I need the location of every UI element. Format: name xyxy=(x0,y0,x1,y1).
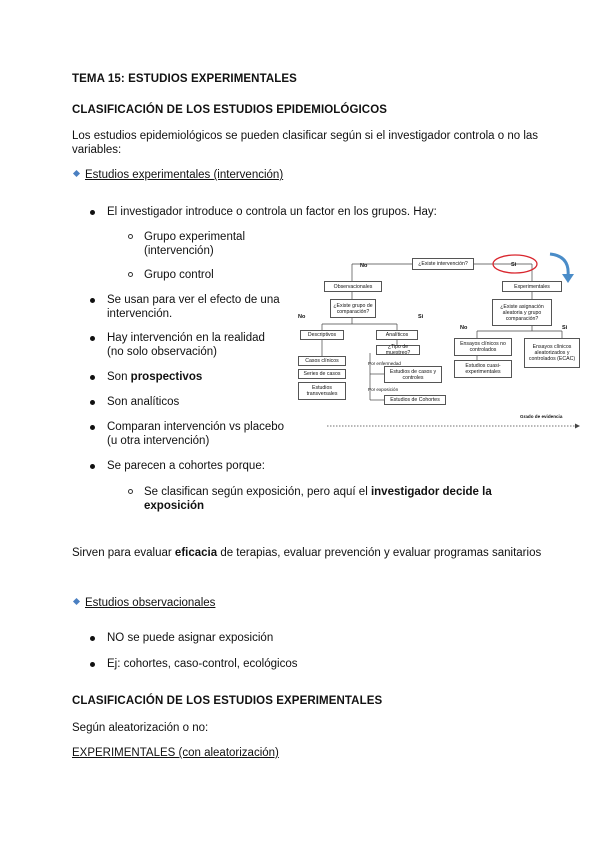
label-si: Si xyxy=(418,314,424,320)
bullet-circle-icon xyxy=(128,272,133,277)
node-transversales: Estudios transversales xyxy=(298,382,346,400)
bullet-dot-icon xyxy=(90,662,95,667)
node-existe-grupo: ¿Existe grupo de comparación? xyxy=(330,299,376,318)
list-item xyxy=(107,331,265,359)
sirven-paragraph xyxy=(72,546,562,560)
curved-arrowhead-icon xyxy=(562,274,574,283)
item-text: Se clasifican según exposición, pero aquí el xyxy=(144,486,371,498)
sub-list-item xyxy=(144,230,245,258)
study-classification-diagram xyxy=(292,244,582,430)
label-grado-evidencia: Grado de evidencia xyxy=(520,414,563,419)
item-line: intervención. xyxy=(107,308,173,320)
item-text: Son xyxy=(107,371,131,383)
experimentales-aleatorizacion-heading: EXPERIMENTALES (con aleatorización) xyxy=(72,747,279,759)
bullet-dot-icon xyxy=(90,375,95,380)
node-existe-intervencion: ¿Existe intervención? xyxy=(412,258,474,270)
node-series-casos: Series de casos xyxy=(298,369,346,379)
node-descriptivos: Descriptivos xyxy=(300,330,344,340)
node-cuasi-experimentales: Estudios cuasi-experimentales xyxy=(454,360,512,378)
node-tipo-muestreo: ¿Tipo de muestreo? xyxy=(376,345,420,355)
node-analiticos: Analíticos xyxy=(376,330,418,340)
observacionales-link[interactable] xyxy=(74,596,215,610)
section-heading-experimentales: CLASIFICACIÓN DE LOS ESTUDIOS EXPERIMENTALES xyxy=(72,695,383,707)
item-bold-text: investigador decide la xyxy=(370,486,492,498)
diamond-bullet-icon xyxy=(73,170,80,177)
sub-list-item: Grupo control xyxy=(144,269,214,281)
bullet-dot-icon xyxy=(90,636,95,641)
node-casos-clinicos: Casos clínicos xyxy=(298,356,346,366)
node-ecac: Ensayos clínicos aleatorizados y controlados (ECAC) xyxy=(524,338,580,368)
sub-item-line: Grupo experimental xyxy=(144,231,245,243)
list-item: Se parecen a cohortes porque: xyxy=(107,460,265,472)
list-item: NO se puede asignar exposición xyxy=(107,632,274,644)
item-line: Comparan intervención vs placebo xyxy=(107,421,285,433)
intro-paragraph: Los estudios epidemiológicos se pueden clasificar según si el investigador controla o no las variables: xyxy=(72,130,539,156)
segun-paragraph: Según aleatorización o no: xyxy=(72,722,209,734)
node-ensayos-no-controlados: Ensayos clínicos no controlados xyxy=(454,338,512,356)
list-item: Ej: cohortes, caso-control, ecológicos xyxy=(107,658,298,670)
experimentales-link[interactable] xyxy=(74,168,283,182)
list-item: El investigador introduce o controla un factor en los grupos. Hay: xyxy=(107,206,437,218)
node-experimentales: Experimentales xyxy=(502,281,562,292)
list-item xyxy=(107,420,284,448)
bullet-dot-icon xyxy=(90,425,95,430)
item-line: Se usan para ver el efecto de una xyxy=(107,294,280,306)
item-line: (no solo observación) xyxy=(107,346,217,358)
diamond-bullet-icon xyxy=(73,598,80,605)
bullet-circle-icon xyxy=(128,489,133,494)
para-bold-text: eficacia xyxy=(174,547,218,559)
bullet-dot-icon xyxy=(90,336,95,341)
page-title: TEMA 15: ESTUDIOS EXPERIMENTALES xyxy=(72,73,297,85)
item-line: Hay intervención en la realidad xyxy=(107,332,265,344)
curved-arrow-icon xyxy=(550,254,568,276)
sub-list-item xyxy=(144,485,544,513)
item-bold-text: exposición xyxy=(144,500,205,512)
node-observacionales: Observacionales xyxy=(324,281,382,292)
bullet-dot-icon xyxy=(90,464,95,469)
bullet-dot-icon xyxy=(90,210,95,215)
bullet-circle-icon xyxy=(128,234,133,239)
list-item: Son analíticos xyxy=(107,396,180,408)
node-casos-controles: Estudios de casos y controles xyxy=(384,366,442,383)
node-existe-asignacion: ¿Existe asignación aleatoria y grupo comparación? xyxy=(492,299,552,326)
list-item xyxy=(107,370,202,384)
label-si: Si xyxy=(511,262,517,268)
label-por-exposicion: Por exposición xyxy=(368,387,399,392)
para-text: Sirven para evaluar xyxy=(72,547,175,559)
label-no: No xyxy=(298,314,306,320)
node-cohortes: Estudios de Cohortes xyxy=(384,395,446,405)
sub-item-line: (intervención) xyxy=(144,245,214,257)
section-heading-epidemiologicos: CLASIFICACIÓN DE LOS ESTUDIOS EPIDEMIOLÓGICOS xyxy=(72,104,388,116)
bullet-dot-icon xyxy=(90,298,95,303)
observacionales-link-label: Estudios observacionales xyxy=(85,597,216,609)
item-bold-text: prospectivos xyxy=(130,371,203,383)
experimentales-link-label: Estudios experimentales (intervención) xyxy=(85,169,284,181)
para-text: de terapias, evaluar prevención y evaluar programas sanitarios xyxy=(217,547,542,559)
label-por-enfermedad: Por enfermedad xyxy=(368,361,401,366)
item-line: (u otra intervención) xyxy=(107,435,210,447)
bullet-dot-icon xyxy=(90,400,95,405)
label-si: Si xyxy=(562,325,568,331)
list-item xyxy=(107,293,280,321)
label-no: No xyxy=(360,263,368,269)
label-no: No xyxy=(460,325,468,331)
evidence-arrowhead-icon xyxy=(575,424,580,429)
